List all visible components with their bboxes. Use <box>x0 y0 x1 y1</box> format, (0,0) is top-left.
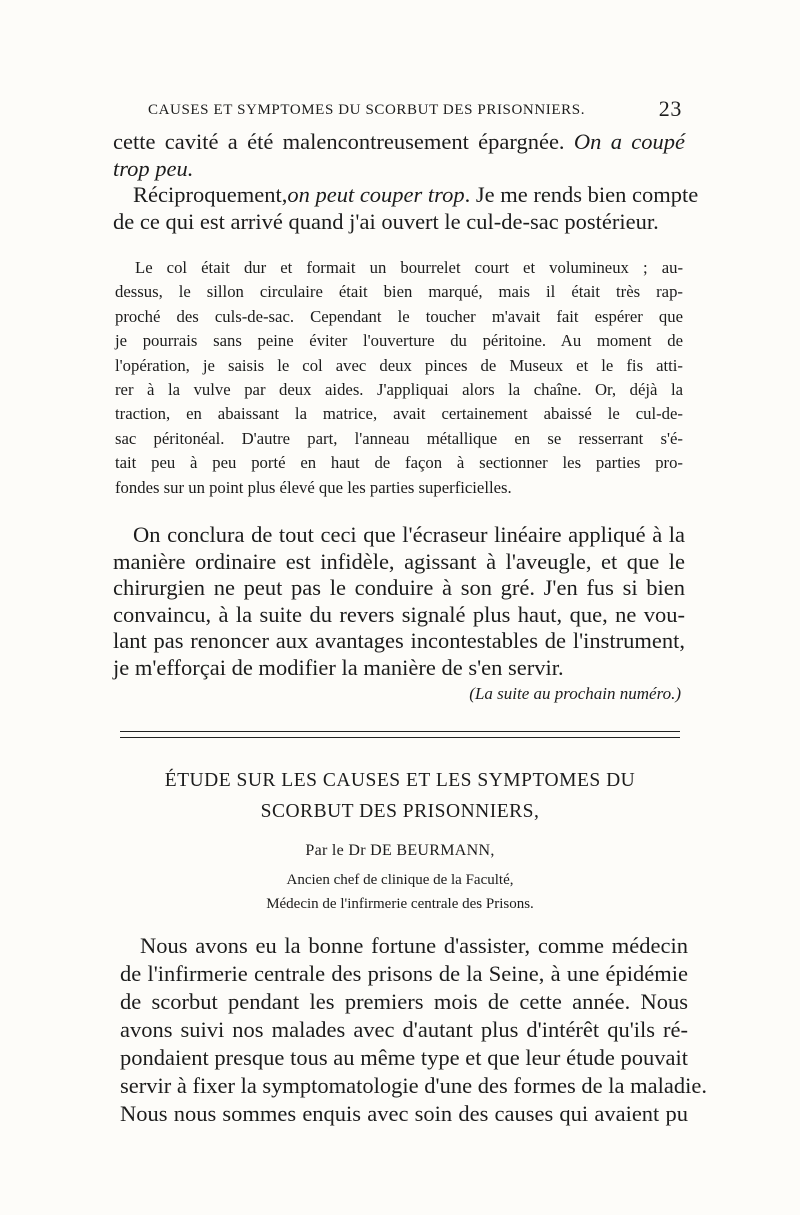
text-line: je pourrais sans peine éviter l'ouverture du péritoine. Au moment de <box>115 331 683 351</box>
text-line: rer à la vulve par deux aides. J'appliquai alors la chaîne. Or, déjà la <box>115 380 683 400</box>
section-rule <box>120 731 680 732</box>
text-line: de l'infirmerie centrale des prisons de la Seine, à une épidémie <box>120 961 688 986</box>
paragraph-3 <box>113 522 685 682</box>
text-line: tait peu à peu porté en haut de façon à sectionner les parties pro- <box>115 453 683 473</box>
author-affiliation-1: Ancien chef de clinique de la Faculté, <box>286 872 514 888</box>
article-title-line-2: SCORBUT DES PRISONNIERS, <box>260 801 540 822</box>
text-line: traction, en abaissant la matrice, avait certainement abaissé le cul-de- <box>115 404 683 424</box>
text-line: de ce qui est arrivé quand j'ai ouvert le cul-de-sac postérieur. <box>113 208 659 234</box>
text-line: cette cavité a été malencontreusement épargnée. On a coupé <box>113 129 685 154</box>
text-line: lant pas renoncer aux avantages incontestables de l'instrument, <box>113 628 685 654</box>
text-line: proché des culs-de-sac. Cependant le toucher m'avait fait espérer que <box>115 306 683 326</box>
paragraph-4 <box>120 932 707 1128</box>
text-line: Le col était dur et formait un bourrelet court et volumineux ; au- <box>135 258 683 277</box>
text-line: convaincu, à la suite du revers signalé plus haut, que, ne vou- <box>113 601 685 627</box>
text-line: On conclura de tout ceci que l'écraseur linéaire appliqué à la <box>133 522 685 547</box>
article-title-line-1: ÉTUDE SUR LES CAUSES ET LES SYMPTOMES DU <box>164 770 636 791</box>
author-affiliation-2: Médecin de l'infirmerie centrale des Prisons. <box>266 896 534 912</box>
case-note <box>115 256 683 500</box>
paragraph-2 <box>113 182 699 235</box>
text-line: sac péritonéal. D'autre part, l'anneau métallique en se resserrant s'é- <box>115 428 683 448</box>
text-line: Réciproquement,on peut couper trop. Je me rends bien compte <box>133 182 699 207</box>
text-line: manière ordinaire est infidèle, agissant à l'aveugle, et que le <box>113 548 685 574</box>
text-line: l'opération, je saisis le col avec deux pinces de Museux et le fis atti- <box>115 355 683 375</box>
page-number: 23 <box>658 96 682 121</box>
text-line: je m'efforçai de modifier la manière de s'en servir. <box>113 654 564 680</box>
text-line: avons suivi nos malades avec d'autant plus d'intérêt qu'ils ré- <box>120 1017 688 1042</box>
text-line: dessus, le sillon circulaire était bien marqué, mais il était très rap- <box>115 282 683 302</box>
text-line: chirurgien ne peut pas le conduire à son gré. J'en fus si bien <box>113 575 685 601</box>
text-line: Nous nous sommes enquis avec soin des causes qui avaient pu <box>120 1101 688 1126</box>
text-line: servir à fixer la symptomatologie d'une des formes de la maladie. <box>120 1073 707 1098</box>
text-line: de scorbut pendant les premiers mois de cette année. Nous <box>120 989 688 1014</box>
running-head-title: CAUSES ET SYMPTOMES DU SCORBUT DES PRISONNIERS. <box>148 102 586 118</box>
section-rule <box>120 737 680 738</box>
text-line: Nous avons eu la bonne fortune d'assister, comme médecin <box>140 933 688 958</box>
article-author: Par le Dr DE BEURMANN, <box>305 842 495 859</box>
continuation-note: (La suite au prochain numéro.) <box>469 684 681 703</box>
text-line: trop peu. <box>113 155 194 181</box>
paragraph-1 <box>113 129 685 182</box>
text-line: pondaient presque tous au même type et que leur étude pouvait <box>120 1045 688 1070</box>
text-line: fondes sur un point plus élevé que les parties superficielles. <box>115 477 512 497</box>
